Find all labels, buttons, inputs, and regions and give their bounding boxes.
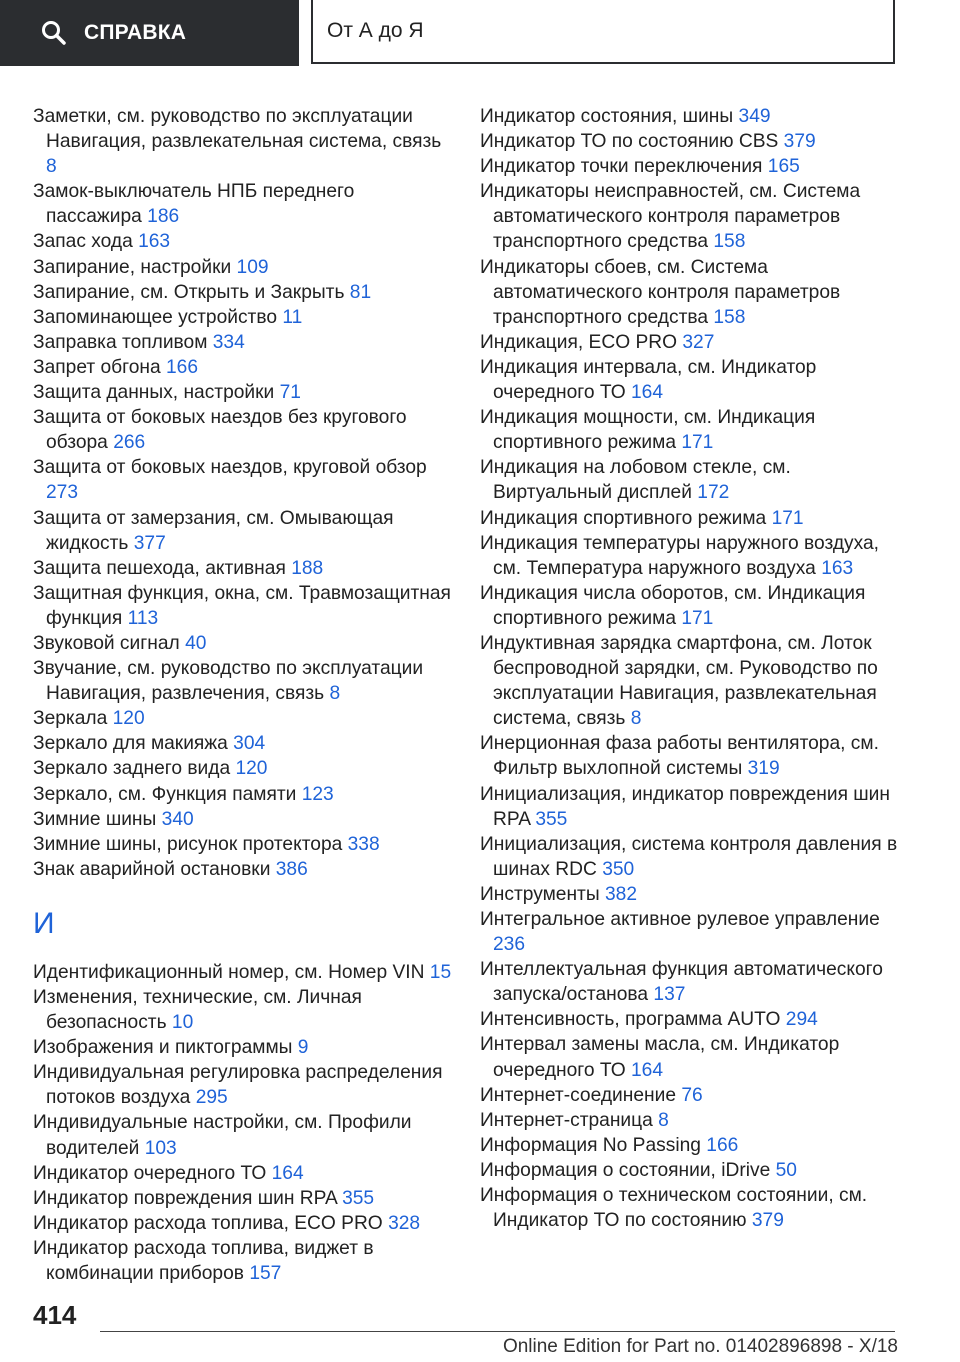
page-link[interactable]: 188 <box>291 557 324 579</box>
page-link[interactable]: 123 <box>301 783 334 805</box>
entry-text: Индуктивная зарядка смартфона, см. Лоток беспроводной зарядки, см. Руководство по эксплуатации Навигация, развлекательная система, связь <box>480 632 878 730</box>
index-entry <box>480 104 910 129</box>
index-list-left-2 <box>33 960 453 1286</box>
index-entry <box>33 756 453 781</box>
page-link[interactable]: 158 <box>713 231 746 253</box>
index-list-left <box>33 104 453 882</box>
index-entry <box>480 355 910 405</box>
index-entry <box>480 1007 910 1032</box>
entry-text: Индикатор повреждения шин RPA <box>33 1187 337 1209</box>
index-entry <box>33 1161 453 1186</box>
entry-text: Изменения, технические, см. Личная безопасность <box>33 987 362 1034</box>
index-entry <box>33 355 453 380</box>
entry-text: Индикатор состояния, шины <box>480 106 734 127</box>
entry-text: Защитная функция, окна, см. Травмозащитная функция <box>33 582 451 629</box>
page-link[interactable]: 164 <box>271 1162 304 1184</box>
index-entry <box>33 782 453 807</box>
search-tab[interactable] <box>0 0 299 66</box>
entry-text: Защита от боковых наездов без кругового обзора <box>33 407 407 454</box>
entry-text: Интернет-страница <box>480 1109 653 1131</box>
page-link[interactable]: 338 <box>347 833 380 855</box>
index-entry <box>480 455 910 505</box>
page-link[interactable]: 50 <box>775 1159 797 1181</box>
entry-text: Индикация мощности, см. Индикация спортивного режима <box>480 407 816 454</box>
entry-text: Индивидуальная регулировка распределения потоков воздуха <box>33 1062 443 1109</box>
entry-text: Инициализация, индикатор повреждения шин RPA <box>480 783 890 830</box>
index-entry <box>480 1158 910 1183</box>
index-entry <box>33 807 453 832</box>
index-entry <box>33 985 453 1035</box>
index-entry <box>33 960 453 985</box>
right-column <box>480 104 910 1233</box>
entry-text: Индикатор очередного ТО <box>33 1162 267 1184</box>
page-link[interactable]: 163 <box>821 557 854 579</box>
index-entry <box>33 1060 453 1110</box>
index-entry <box>33 1110 453 1160</box>
entry-text: Звуковой сигнал <box>33 632 180 654</box>
page-link[interactable]: 8 <box>46 156 57 178</box>
page-link[interactable]: 327 <box>682 331 715 353</box>
index-entry <box>33 1236 453 1286</box>
entry-text: Индикация числа оборотов, см. Индикация спортивного режима <box>480 582 866 629</box>
page-link[interactable]: 15 <box>429 961 452 983</box>
entry-text: Индикаторы неисправностей, см. Система автоматического контроля параметров транспортного средства <box>480 181 861 253</box>
page-link[interactable]: 304 <box>233 733 266 755</box>
page-link[interactable]: 11 <box>282 306 303 328</box>
page-link[interactable]: 382 <box>604 883 637 905</box>
index-entry <box>33 656 453 706</box>
entry-text: Звучание, см. руководство по эксплуатации Навигация, развлечения, связь <box>33 658 424 705</box>
page-link[interactable]: 81 <box>349 281 372 303</box>
page-link[interactable]: 273 <box>46 482 79 504</box>
entry-text: Индикатор точки переключения <box>480 156 763 178</box>
index-entry <box>480 154 910 179</box>
index-entry <box>480 129 910 154</box>
page-link[interactable]: 113 <box>127 607 159 629</box>
entry-text: Запоминающее устройство <box>33 306 277 328</box>
page-link[interactable]: 166 <box>166 356 199 378</box>
page-link[interactable]: 10 <box>171 1012 194 1034</box>
entry-text: Инициализация, система контроля давления в шинах RDC <box>480 833 898 880</box>
index-entry <box>480 330 910 355</box>
section-letter: И <box>33 906 55 940</box>
edition-text: Online Edition for Part no. 01402896898 - X/18 <box>502 1336 898 1357</box>
page-link[interactable]: 164 <box>631 382 664 404</box>
page-link[interactable]: 163 <box>138 231 171 253</box>
index-entry <box>33 506 453 556</box>
index-entry <box>480 506 910 531</box>
entry-text: Индикация на лобовом стекле, см. Виртуальный дисплей <box>480 457 791 504</box>
page-link[interactable]: 137 <box>653 984 686 1006</box>
entry-text: Интенсивность, программа AUTO <box>480 1009 781 1031</box>
entry-text: Инерционная фаза работы вентилятора, см. Фильтр выхлопной системы <box>480 733 879 780</box>
index-entry <box>33 1186 453 1211</box>
entry-text: Индикация, ECO PRO <box>480 331 678 353</box>
page-link[interactable]: 109 <box>236 256 269 278</box>
index-entry <box>480 1108 910 1133</box>
index-entry <box>33 280 453 305</box>
index-entry <box>33 104 453 179</box>
index-entry <box>33 857 453 882</box>
index-entry <box>480 405 910 455</box>
entry-text: Интернет-соединение <box>480 1084 677 1106</box>
entry-text: Защита пешехода, активная <box>33 557 286 579</box>
page-link[interactable]: 340 <box>161 808 194 830</box>
index-entry <box>480 631 910 731</box>
page-link[interactable]: 171 <box>681 607 714 629</box>
entry-text: Защита данных, настройки <box>33 382 275 404</box>
index-entry <box>33 1211 453 1236</box>
entry-text: Интервал замены масла, см. Индикатор очередного ТО <box>480 1034 840 1081</box>
page-link[interactable]: 379 <box>751 1210 784 1232</box>
index-entry <box>480 882 910 907</box>
entry-text: Индивидуальные настройки, см. Профили водителей <box>33 1112 412 1159</box>
page-link[interactable]: 120 <box>112 708 145 730</box>
index-entry <box>33 731 453 756</box>
page-link[interactable]: 103 <box>144 1137 177 1159</box>
index-entry <box>33 556 453 581</box>
entry-text: Запирание, настройки <box>33 256 232 278</box>
page-link[interactable]: 158 <box>713 306 746 328</box>
entry-text: Запас хода <box>33 231 133 253</box>
page-link[interactable]: 171 <box>771 507 804 529</box>
footer-divider <box>100 1331 895 1332</box>
header <box>0 0 960 66</box>
page-link[interactable]: 355 <box>535 808 568 830</box>
index-entry <box>33 706 453 731</box>
index-entry <box>33 330 453 355</box>
entry-text: Зимние шины <box>33 808 157 830</box>
index-entry <box>480 179 910 254</box>
index-list-right <box>480 104 910 1233</box>
page-link[interactable]: 328 <box>388 1212 421 1234</box>
entry-text: Интеллектуальная функция автоматического запуска/останова <box>480 959 883 1006</box>
page-link[interactable]: 334 <box>212 331 245 353</box>
entry-text: Запирание, см. Открыть и Закрыть <box>33 281 345 303</box>
entry-text: Информация о техническом состоянии, см. Индикатор ТО по состоянию <box>480 1185 868 1232</box>
page-link[interactable]: 295 <box>195 1087 228 1109</box>
index-entry <box>33 255 453 280</box>
page-link[interactable]: 355 <box>342 1187 375 1209</box>
entry-text: Зеркало для макияжа <box>33 733 228 755</box>
index-entry <box>480 1133 910 1158</box>
page-link[interactable]: 379 <box>783 131 816 153</box>
search-tab-label: СПРАВКА <box>84 21 187 44</box>
page-link[interactable]: 171 <box>681 432 714 454</box>
entry-text: Заправка топливом <box>33 331 208 353</box>
index-entry <box>33 1035 453 1060</box>
entry-text: Идентификационный номер, см. Номер VIN <box>33 961 425 983</box>
index-entry <box>480 957 910 1007</box>
page-link[interactable]: 172 <box>697 482 730 504</box>
index-entry <box>33 581 453 631</box>
index-entry <box>480 581 910 631</box>
page-link[interactable]: 9 <box>297 1037 309 1059</box>
page-link[interactable]: 8 <box>658 1109 669 1131</box>
index-entry <box>480 782 910 832</box>
page-link[interactable]: 236 <box>493 934 526 956</box>
entry-text: Защита от замерзания, см. Омывающая жидкость <box>33 507 394 554</box>
entry-text: Зеркала <box>33 708 108 730</box>
entry-text: Индикация температуры наружного воздуха, см. Температура наружного воздуха <box>480 532 880 579</box>
page-link[interactable]: 164 <box>631 1059 664 1081</box>
entry-text: Индикатор расхода топлива, виджет в комбинации приборов <box>33 1237 374 1285</box>
entry-text: Инструменты <box>480 883 600 905</box>
page-link[interactable]: 349 <box>738 106 771 127</box>
entry-text: Знак аварийной остановки <box>33 858 271 880</box>
page-link[interactable]: 165 <box>767 156 800 178</box>
entry-text: Информация о состоянии, iDrive <box>480 1159 771 1181</box>
index-entry <box>480 531 910 581</box>
page-link[interactable]: 166 <box>706 1134 739 1156</box>
index-entry <box>480 1083 910 1108</box>
page-link[interactable]: 8 <box>630 708 642 730</box>
page-link[interactable]: 120 <box>235 758 268 780</box>
index-entry <box>480 255 910 330</box>
page-link[interactable]: 319 <box>747 758 780 780</box>
index-entry <box>33 380 453 405</box>
index-entry <box>480 1032 910 1082</box>
page-link[interactable]: 377 <box>133 532 166 554</box>
index-entry <box>480 907 910 957</box>
entry-text: Индикаторы сбоев, см. Система автоматического контроля параметров транспортного средства <box>480 256 841 328</box>
index-entry <box>480 1183 910 1233</box>
index-entry <box>33 832 453 857</box>
entry-text: Заметки, см. руководство по эксплуатации Навигация, развлекательная система, связь <box>33 106 442 153</box>
entry-text: Информация No Passing <box>480 1134 701 1156</box>
page-link[interactable]: 71 <box>279 382 301 404</box>
index-tab[interactable] <box>311 0 895 64</box>
page-link[interactable]: 40 <box>185 632 207 654</box>
page-number: 414 <box>33 1300 77 1330</box>
search-icon <box>40 19 68 47</box>
entry-text: Интегральное активное рулевое управление <box>480 909 880 930</box>
index-entry <box>33 631 453 656</box>
page-link[interactable]: 266 <box>113 432 146 454</box>
left-column <box>33 104 453 1286</box>
entry-text: Защита от боковых наездов, круговой обзор <box>33 457 427 479</box>
page-link[interactable]: 76 <box>681 1084 703 1106</box>
entry-text: Индикация спортивного режима <box>480 507 767 529</box>
page-link[interactable]: 186 <box>147 206 180 228</box>
entry-text: Замок-выключатель НПБ переднего пассажира <box>33 181 355 228</box>
index-entry <box>480 832 910 882</box>
index-entry <box>33 305 453 330</box>
index-entry <box>33 229 453 254</box>
index-entry <box>33 179 453 229</box>
entry-text: Запрет обгона <box>33 356 161 378</box>
page-link[interactable]: 8 <box>329 683 341 705</box>
entry-text: Зимние шины, рисунок протектора <box>33 833 343 855</box>
entry-text: Индикатор ТО по состоянию CBS <box>480 131 779 153</box>
index-entry <box>33 405 453 455</box>
entry-text: Зеркало, см. Функция памяти <box>33 783 297 805</box>
entry-text: Изображения и пиктограммы <box>33 1037 293 1059</box>
page-link[interactable]: 294 <box>785 1009 818 1031</box>
entry-text: Зеркало заднего вида <box>33 758 231 780</box>
index-entry <box>33 455 453 505</box>
entry-text: Индикация интервала, см. Индикатор очередного ТО <box>480 356 817 404</box>
page-link[interactable]: 386 <box>275 858 308 880</box>
page-link[interactable]: 157 <box>249 1263 282 1285</box>
index-tab-label: От А до Я <box>327 19 424 42</box>
page-link[interactable]: 350 <box>602 858 635 880</box>
entry-text: Индикатор расхода топлива, ECO PRO <box>33 1212 383 1234</box>
index-entry <box>480 731 910 781</box>
